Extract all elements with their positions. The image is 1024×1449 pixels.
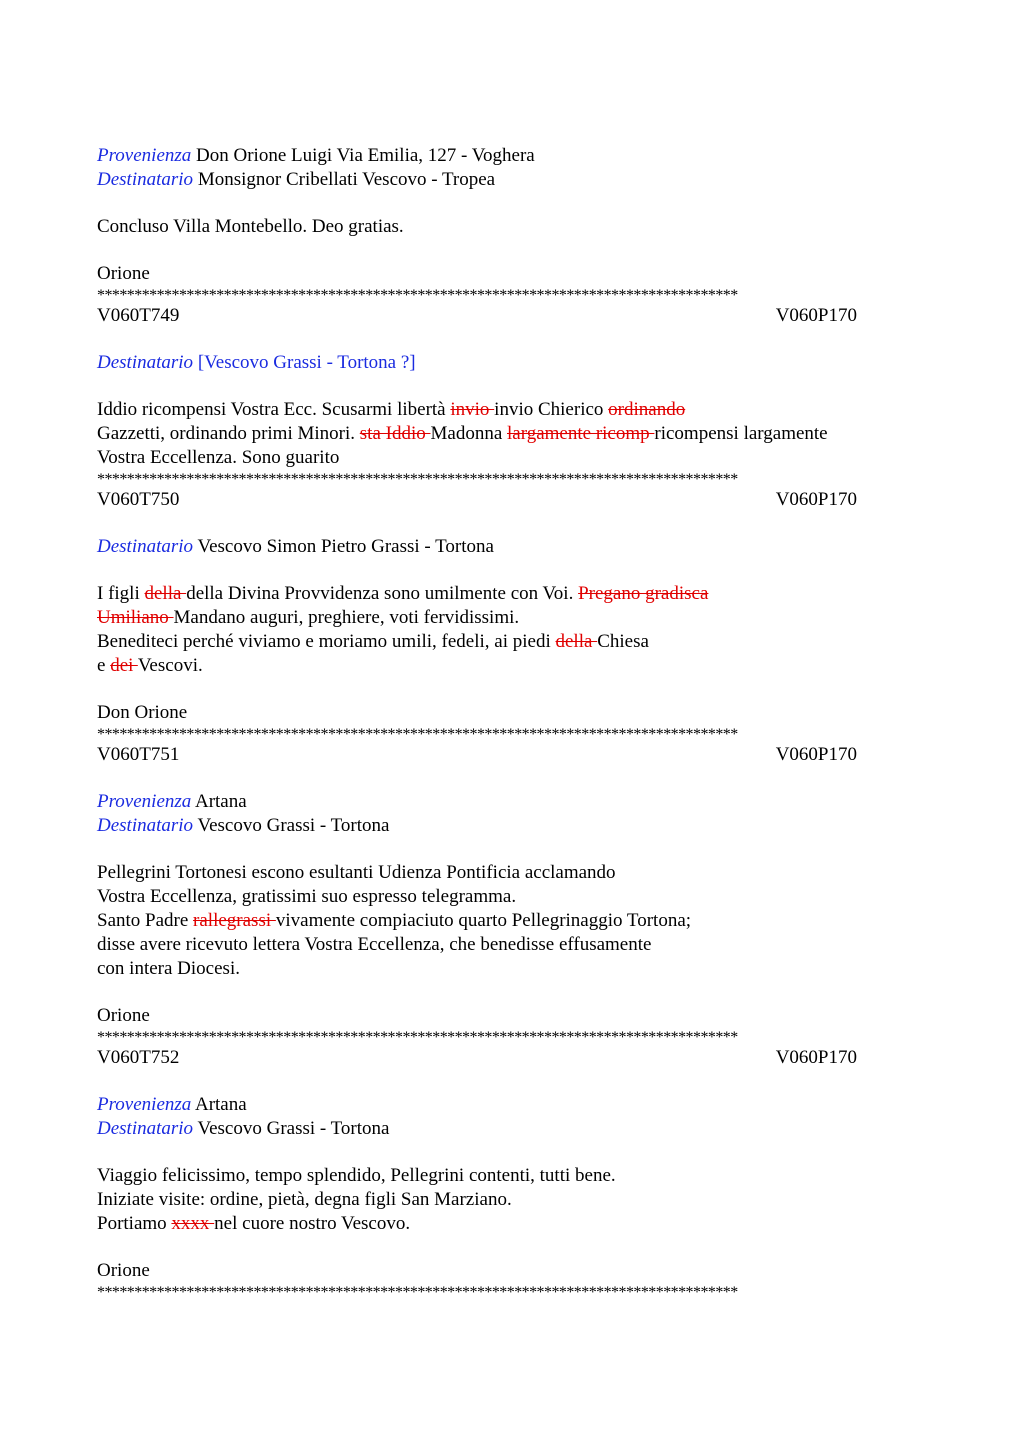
destinatario-value: Vescovo Grassi - Tortona — [197, 1118, 390, 1139]
destinatario-label: Destinatario — [97, 352, 194, 373]
body-line — [97, 933, 927, 957]
telegram-code: V060T751 — [97, 744, 180, 765]
text-segment: Iniziate visite: ordine, pietà, degna figli San Marziano. — [97, 1189, 512, 1210]
body-line — [97, 654, 927, 678]
provenienza-label: Provenienza — [97, 145, 192, 166]
body-line — [97, 957, 927, 981]
telegram-code: V060T750 — [97, 489, 180, 510]
signature: Don Orione — [97, 702, 188, 723]
provenienza-line — [97, 1093, 927, 1117]
provenienza-line — [97, 790, 927, 814]
text-segment: nel cuore nostro Vescovo. — [214, 1213, 411, 1234]
separator: ************************************************************************************** — [97, 1285, 738, 1301]
text-segment: Madonna — [430, 423, 508, 444]
destinatario-value: Monsignor Cribellati Vescovo - Tropea — [197, 169, 496, 190]
provenienza-line — [97, 144, 927, 168]
text-segment: I figli — [97, 583, 145, 604]
text-segment: Viaggio felicissimo, tempo splendido, Pellegrini contenti, tutti bene. — [97, 1165, 616, 1186]
body-line — [97, 582, 927, 606]
deleted-text: largamente ricomp — [507, 423, 655, 444]
separator: ************************************************************************************** — [97, 288, 738, 304]
body-line — [97, 630, 927, 654]
telegram-code: V060T749 — [97, 305, 180, 326]
body-line — [97, 1212, 927, 1236]
text-segment: Pellegrini Tortonesi escono esultanti Udienza Pontificia acclamando — [97, 862, 616, 883]
text-segment: Vescovi. — [137, 655, 203, 676]
text-segment: Santo Padre — [97, 910, 194, 931]
body-line — [97, 1164, 927, 1188]
text-segment: Chiesa — [597, 631, 649, 652]
destinatario-line — [97, 1117, 927, 1141]
page-code: V060P170 — [775, 744, 857, 765]
body-line — [97, 861, 927, 885]
provenienza-value: Artana — [194, 791, 247, 812]
document-page — [97, 144, 927, 1301]
deleted-text: della — [144, 583, 187, 604]
destinatario-value: Vescovo Grassi - Tortona — [197, 815, 390, 836]
deleted-text: invio — [450, 399, 495, 420]
separator: ************************************************************************************** — [97, 1030, 738, 1046]
deleted-text: Umiliano — [97, 607, 174, 628]
destinatario-line — [97, 535, 927, 559]
page-code: V060P170 — [775, 1047, 857, 1068]
deleted-text: rallegrassi — [193, 910, 276, 931]
text-segment: con intera Diocesi. — [97, 958, 240, 979]
destinatario-label: Destinatario — [97, 815, 194, 836]
text-segment: Vostra Eccellenza, gratissimi suo espresso telegramma. — [97, 886, 517, 907]
deleted-text: xxxx — [171, 1213, 215, 1234]
body-line — [97, 909, 927, 933]
text-segment: vivamente compiaciuto quarto Pellegrinaggio Tortona; — [275, 910, 692, 931]
text-segment: Portiamo — [97, 1213, 172, 1234]
text-segment: Gazzetti, ordinando primi Minori. — [97, 423, 360, 444]
separator: ************************************************************************************** — [97, 472, 738, 488]
page-code: V060P170 — [775, 305, 857, 326]
text-segment: della Divina Provvidenza sono umilmente con Voi. — [186, 583, 579, 604]
text-segment: invio Chierico — [494, 399, 609, 420]
body-line — [97, 446, 927, 470]
destinatario-line — [97, 814, 927, 838]
body-line: Concluso Villa Montebello. Deo gratias. — [97, 216, 404, 237]
destinatario-value: Vescovo Simon Pietro Grassi - Tortona — [197, 536, 494, 557]
provenienza-label: Provenienza — [97, 1094, 192, 1115]
deleted-text: Pregano gradisca — [578, 583, 709, 604]
reference-row — [97, 1046, 857, 1070]
provenienza-label: Provenienza — [97, 791, 192, 812]
body-line — [97, 1188, 927, 1212]
destinatario-label: Destinatario — [97, 169, 194, 190]
provenienza-value: Don Orione Luigi Via Emilia, 127 - Voghera — [196, 145, 535, 166]
text-segment: Iddio ricompensi Vostra Ecc. Scusarmi libertà — [97, 399, 451, 420]
telegram-code: V060T752 — [97, 1047, 180, 1068]
destinatario-label: Destinatario — [97, 1118, 194, 1139]
body-line — [97, 885, 927, 909]
text-segment: disse avere ricevuto lettera Vostra Eccellenza, che benedisse effusamente — [97, 934, 652, 955]
signature: Orione — [97, 1005, 150, 1026]
text-segment: Mandano auguri, preghiere, voti fervidissimi. — [173, 607, 520, 628]
deleted-text: ordinando — [608, 399, 686, 420]
deleted-text: sta Iddio — [359, 423, 431, 444]
destinatario-line — [97, 351, 927, 375]
reference-row — [97, 743, 857, 767]
page-code: V060P170 — [775, 489, 857, 510]
body-line — [97, 606, 927, 630]
deleted-text: della — [555, 631, 598, 652]
destinatario-value: [Vescovo Grassi - Tortona ?] — [197, 352, 416, 373]
body-line — [97, 398, 927, 422]
provenienza-value: Artana — [194, 1094, 247, 1115]
text-segment: Benediteci perché viviamo e moriamo umili, fedeli, ai piedi — [97, 631, 556, 652]
signature: Orione — [97, 1260, 150, 1281]
destinatario-label: Destinatario — [97, 536, 194, 557]
body-line — [97, 422, 927, 446]
reference-row — [97, 304, 857, 328]
text-segment: ricompensi largamente — [654, 423, 828, 444]
reference-row — [97, 488, 857, 512]
destinatario-line — [97, 168, 927, 192]
signature: Orione — [97, 263, 150, 284]
text-segment: e — [97, 655, 111, 676]
separator: ************************************************************************************** — [97, 727, 738, 743]
text-segment: Vostra Eccellenza. Sono guarito — [97, 447, 340, 468]
deleted-text: dei — [110, 655, 138, 676]
